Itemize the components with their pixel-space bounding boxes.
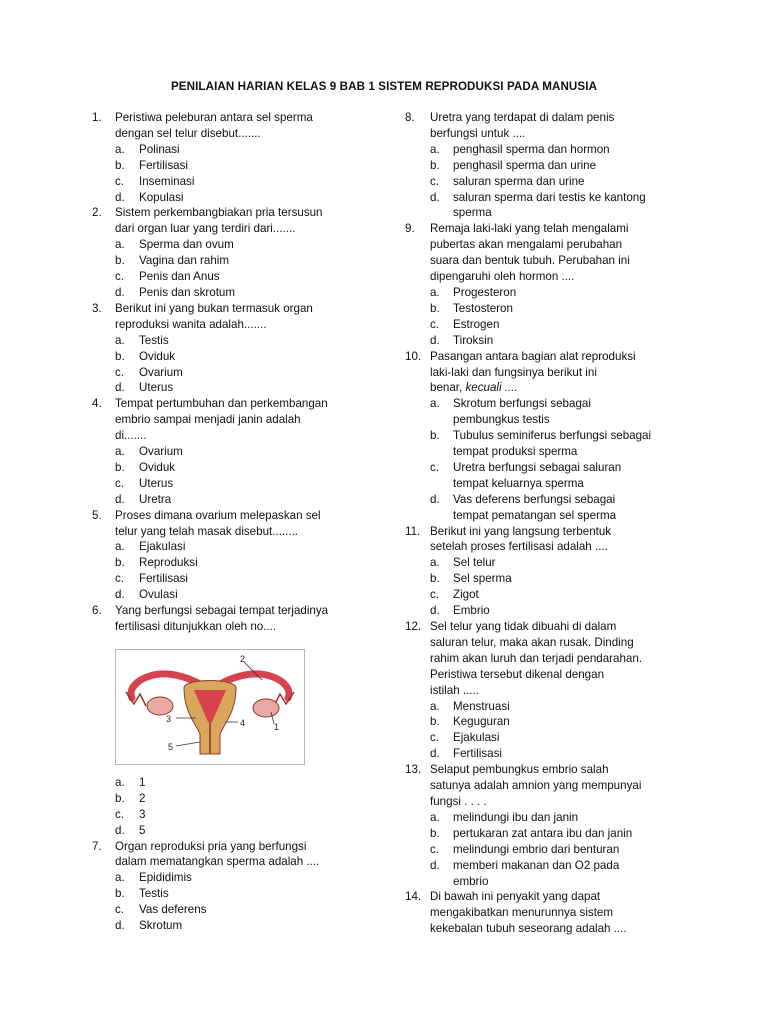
left-ovary (147, 697, 173, 715)
option-letter: b. (430, 826, 440, 840)
option-text: Uretra berfungsi sebagai saluran (453, 460, 622, 474)
answer-option-b[interactable] (92, 791, 372, 807)
option-letter: a. (430, 397, 440, 411)
answer-option-d[interactable] (92, 380, 372, 396)
answer-option-b[interactable] (92, 886, 372, 902)
option-text: Tiroksin (453, 333, 494, 347)
question-text-line: Sel telur yang tidak dibuahi di dalam (430, 620, 617, 633)
diagram-label-1: 1 (274, 721, 280, 732)
option-letter: c. (430, 460, 440, 474)
answer-option-a[interactable] (92, 444, 372, 460)
option-letter: a. (430, 699, 440, 713)
option-letter: c. (430, 174, 440, 188)
diagram-label-5: 5 (168, 741, 174, 752)
question-text-line: fungsi . . . . (430, 794, 487, 808)
answer-option-c[interactable] (405, 317, 683, 333)
option-text: Penis dan skrotum (139, 285, 236, 299)
question-10 (405, 349, 683, 397)
option-letter: a. (430, 142, 440, 156)
diagram-label-4: 4 (240, 717, 246, 728)
option-letter: b. (115, 556, 125, 570)
question-text-line: suara dan bentuk tubuh. Perubahan ini (430, 254, 630, 268)
option-text: Penis dan Anus (139, 270, 220, 284)
option-letter: c. (115, 365, 125, 379)
option-letter: d. (430, 492, 440, 506)
right-ovary (253, 699, 279, 717)
answer-option-d[interactable] (405, 858, 683, 890)
question-text-line: Remaja laki-laki yang telah mengalami (430, 222, 629, 236)
question-text-line (430, 380, 683, 396)
questions-column-left (92, 110, 372, 934)
answer-option-b[interactable] (92, 253, 372, 269)
question-text-line: dipengaruhi oleh hormon .... (430, 270, 575, 284)
option-text: Ovarium (139, 445, 183, 459)
option-text: Skrotum (139, 919, 183, 933)
question-4 (92, 396, 372, 444)
option-letter: c. (430, 842, 440, 856)
answer-option-c[interactable] (405, 587, 683, 603)
question-12 (405, 619, 683, 699)
answer-option-c[interactable] (405, 460, 683, 492)
label-pointer-5 (176, 742, 200, 746)
question-text-line: Pasangan antara bagian alat reproduksi (430, 349, 636, 363)
option-letter: b. (115, 887, 125, 901)
option-text: Kopulasi (139, 190, 184, 204)
answer-option-a[interactable] (405, 555, 683, 571)
question-text-line: Proses dimana ovarium melepaskan sel (115, 508, 321, 522)
question-text-line: Uretra yang terdapat di dalam penis (430, 111, 615, 124)
option-letter: a. (430, 285, 440, 299)
question-number: 4. (92, 397, 102, 411)
question-number: 14. (405, 890, 422, 904)
option-text: Sel telur (453, 556, 496, 570)
question-text-line: Berikut ini yang bukan termasuk organ (115, 301, 313, 315)
answer-option-d[interactable] (405, 746, 683, 762)
question-text-line: dari organ luar yang terdiri dari....... (115, 222, 296, 236)
answer-option-c[interactable] (92, 807, 372, 823)
question-text-line: satunya adalah amnion yang mempunyai (430, 779, 642, 793)
option-text: Testosteron (453, 301, 513, 315)
answer-option-d[interactable] (405, 492, 683, 524)
answer-option-a[interactable] (92, 775, 372, 791)
option-letter: c. (115, 903, 125, 917)
question-text-line: Peristiwa peleburan antara sel sperma (115, 111, 313, 124)
question-5 (92, 508, 372, 540)
question-3 (92, 301, 372, 333)
option-text: Testis (139, 887, 169, 901)
option-letter: b. (115, 349, 125, 363)
answer-option-c[interactable] (92, 476, 372, 492)
option-text: Oviduk (139, 460, 176, 474)
option-text: Uretra (139, 492, 172, 506)
option-letter: c. (430, 588, 440, 602)
option-text: melindungi ibu dan janin (453, 810, 579, 824)
answer-option-d[interactable] (405, 333, 683, 349)
question-14 (405, 889, 683, 937)
option-letter: a. (430, 810, 440, 824)
option-letter: d. (430, 604, 440, 618)
option-text: melindungi embrio dari benturan (453, 842, 620, 856)
answer-option-c[interactable] (92, 571, 372, 587)
option-letter: c. (115, 476, 125, 490)
option-text: Oviduk (139, 349, 176, 363)
answer-option-d[interactable] (405, 190, 683, 222)
option-text: Fertilisasi (453, 747, 502, 761)
option-letter: b. (115, 254, 125, 268)
option-letter: b. (430, 429, 440, 443)
answer-option-c[interactable] (92, 174, 372, 190)
option-text: Epididimis (139, 871, 192, 885)
question-text-line: dengan sel telur disebut....... (115, 126, 261, 140)
option-text: 3 (139, 807, 146, 821)
answer-option-b[interactable] (405, 571, 683, 587)
question-number: 10. (405, 349, 422, 363)
question-text-line: pubertas akan mengalami perubahan (430, 238, 623, 252)
answer-option-b[interactable] (92, 555, 372, 571)
option-letter: b. (115, 158, 125, 172)
answer-option-b[interactable] (92, 460, 372, 476)
option-letter: b. (115, 460, 125, 474)
answer-option-a[interactable] (92, 142, 372, 158)
option-letter: d. (115, 381, 125, 395)
question-text-line: setelah proses fertilisasi adalah .... (430, 540, 608, 554)
option-letter: c. (115, 174, 125, 188)
diagram-label-2: 2 (240, 653, 246, 664)
option-letter: d. (115, 492, 125, 506)
answer-option-d[interactable] (92, 918, 372, 934)
option-text: saluran sperma dan urine (453, 174, 585, 188)
question-number: 7. (92, 839, 102, 853)
option-text: Reproduksi (139, 556, 198, 570)
option-text: sperma (453, 206, 492, 220)
option-text: Ovulasi (139, 588, 178, 602)
question-number: 2. (92, 206, 102, 220)
option-text: 1 (139, 775, 146, 789)
question-text-line: Tempat pertumbuhan dan perkembangan (115, 397, 328, 411)
answer-option-d[interactable] (92, 285, 372, 301)
answer-option-b[interactable] (92, 349, 372, 365)
option-text: Sel sperma (453, 572, 512, 586)
option-letter: d. (115, 190, 125, 204)
option-text: tempat keluarnya sperma (453, 476, 584, 490)
option-text: Vas deferens berfungsi sebagai (453, 492, 616, 506)
option-letter: a. (115, 540, 125, 554)
answer-option-b[interactable] (405, 714, 683, 730)
option-text: Fertilisasi (139, 158, 188, 172)
option-text: Ovarium (139, 365, 183, 379)
question-text-line: fertilisasi ditunjukkan oleh no.... (115, 620, 277, 633)
option-text: Estrogen (453, 317, 500, 331)
uterus-diagram (116, 650, 304, 764)
option-text: Zigot (453, 588, 479, 602)
option-letter: a. (115, 333, 125, 347)
option-letter: b. (430, 158, 440, 172)
question-exception-note: kecuali .... (465, 381, 518, 395)
option-text: pertukaran zat antara ibu dan janin (453, 826, 633, 840)
question-1 (92, 110, 372, 142)
question-text-line: mengakibatkan menurunnya sistem (430, 906, 614, 920)
option-text: penghasil sperma dan urine (453, 158, 597, 172)
answer-option-b[interactable] (405, 826, 683, 842)
option-text: Ejakulasi (453, 731, 500, 745)
option-letter: a. (115, 871, 125, 885)
option-letter: c. (430, 731, 440, 745)
answer-option-b[interactable] (405, 428, 683, 460)
option-text: Ejakulasi (139, 540, 186, 554)
uterus-diagram-frame (115, 649, 305, 765)
option-letter: c. (115, 807, 125, 821)
answer-option-a[interactable] (92, 237, 372, 253)
question-text-line: laki-laki dan fungsinya berikut ini (430, 365, 597, 379)
question-text-line: berfungsi untuk .... (430, 126, 526, 140)
option-text: tempat produksi sperma (453, 445, 578, 459)
answer-option-d[interactable] (92, 587, 372, 603)
question-text-line: Peristiwa tersebut dikenal dengan (430, 667, 605, 681)
question-number: 5. (92, 508, 102, 522)
option-letter: d. (430, 747, 440, 761)
option-letter: d. (430, 333, 440, 347)
question-7 (92, 839, 372, 871)
option-letter: c. (115, 270, 125, 284)
option-text: embrio (453, 874, 489, 888)
option-text: Fertilisasi (139, 572, 188, 586)
answer-option-c[interactable] (405, 174, 683, 190)
answer-option-c[interactable] (92, 365, 372, 381)
option-letter: d. (115, 919, 125, 933)
answer-option-d[interactable] (92, 190, 372, 206)
question-9 (405, 221, 683, 285)
answer-option-d[interactable] (92, 823, 372, 839)
option-text: 5 (139, 823, 146, 837)
question-8 (405, 110, 683, 142)
question-text-line: reproduksi wanita adalah....... (115, 317, 267, 331)
option-text: Tubulus seminiferus berfungsi sebagai (453, 429, 652, 443)
question-text-line: saluran telur, maka akan rusak. Dinding (430, 635, 634, 649)
answer-option-a[interactable] (405, 396, 683, 428)
option-text: Skrotum berfungsi sebagai (453, 397, 591, 411)
question-number: 12. (405, 620, 422, 633)
answer-option-c[interactable] (92, 902, 372, 918)
option-letter: d. (115, 588, 125, 602)
option-letter: b. (430, 301, 440, 315)
answer-option-a[interactable] (92, 539, 372, 555)
question-text-line: Berikut ini yang langsung terbentuk (430, 524, 612, 538)
option-letter: b. (430, 715, 440, 729)
answer-option-c[interactable] (405, 730, 683, 746)
option-text: Vagina dan rahim (139, 254, 230, 268)
question-number: 8. (405, 111, 415, 124)
answer-option-b[interactable] (92, 158, 372, 174)
answer-option-a[interactable] (405, 285, 683, 301)
question-text-line: di....... (115, 429, 147, 443)
question-number: 6. (92, 604, 102, 618)
question-text: benar, (430, 381, 466, 395)
option-letter: c. (115, 572, 125, 586)
question-text-line: Selaput pembungkus embrio salah (430, 763, 609, 777)
answer-option-a[interactable] (405, 699, 683, 715)
answer-option-a[interactable] (405, 142, 683, 158)
option-text: Embrio (453, 604, 490, 618)
option-letter: a. (430, 556, 440, 570)
option-text: Sperma dan ovum (139, 238, 234, 252)
answer-option-a[interactable] (92, 333, 372, 349)
question-text-line: Yang berfungsi sebagai tempat terjadinya (115, 604, 329, 618)
question-number: 1. (92, 111, 102, 124)
page-title: PENILAIAN HARIAN KELAS 9 BAB 1 SISTEM REPRODUKSI PADA MANUSIA (170, 80, 598, 93)
option-letter: d. (115, 823, 125, 837)
question-13 (405, 762, 683, 810)
answer-option-a[interactable] (92, 870, 372, 886)
option-text: penghasil sperma dan hormon (453, 142, 610, 156)
option-text: memberi makanan dan O2 pada (453, 858, 620, 872)
option-text: pembungkus testis (453, 413, 550, 427)
option-text: Uterus (139, 476, 174, 490)
question-number: 3. (92, 301, 102, 315)
option-letter: a. (115, 238, 125, 252)
option-text: 2 (139, 791, 146, 805)
option-letter: a. (115, 775, 125, 789)
option-text: Vas deferens (139, 903, 207, 917)
option-letter: c. (430, 317, 440, 331)
answer-option-b[interactable] (405, 158, 683, 174)
option-letter: a. (115, 142, 125, 156)
option-letter: a. (115, 445, 125, 459)
question-number: 9. (405, 222, 415, 236)
option-text: saluran sperma dari testis ke kantong (453, 190, 646, 204)
option-letter: d. (115, 285, 125, 299)
answer-option-a[interactable] (405, 810, 683, 826)
question-text-line: dalam mematangkan sperma adalah .... (115, 855, 320, 869)
answer-option-d[interactable] (92, 492, 372, 508)
question-11 (405, 524, 683, 556)
answer-option-d[interactable] (405, 603, 683, 619)
questions-column-right (405, 110, 683, 937)
option-text: Polinasi (139, 142, 180, 156)
option-letter: d. (430, 858, 440, 872)
question-number: 13. (405, 763, 422, 777)
option-text: Testis (139, 333, 169, 347)
option-letter: b. (430, 572, 440, 586)
question-6 (92, 603, 372, 635)
option-text: Progesteron (453, 285, 517, 299)
question-2 (92, 205, 372, 237)
question-text-line: Sistem perkembangbiakan pria tersusun (115, 206, 323, 220)
question-text-line: embrio sampai menjadi janin adalah (115, 413, 301, 427)
answer-option-c[interactable] (92, 269, 372, 285)
option-letter: d. (430, 190, 440, 204)
question-text-line: kekebalan tubuh seseorang adalah .... (430, 922, 627, 936)
answer-option-b[interactable] (405, 301, 683, 317)
diagram-label-3: 3 (166, 713, 172, 724)
option-text: Inseminasi (139, 174, 195, 188)
option-text: Keguguran (453, 715, 510, 729)
option-letter: b. (115, 791, 125, 805)
question-text-line: rahim akan luruh dan terjadi pendarahan. (430, 651, 643, 665)
option-text: Uterus (139, 381, 174, 395)
question-number: 11. (405, 524, 421, 538)
option-text: tempat pematangan sel sperma (453, 508, 617, 522)
question-text-line: istilah ..... (430, 683, 479, 697)
option-text: Menstruasi (453, 699, 510, 713)
question-text-line: Organ reproduksi pria yang berfungsi (115, 839, 307, 853)
answer-option-c[interactable] (405, 842, 683, 858)
question-text-line: Di bawah ini penyakit yang dapat (430, 890, 601, 904)
question-text-line: telur yang telah masak disebut........ (115, 524, 299, 538)
